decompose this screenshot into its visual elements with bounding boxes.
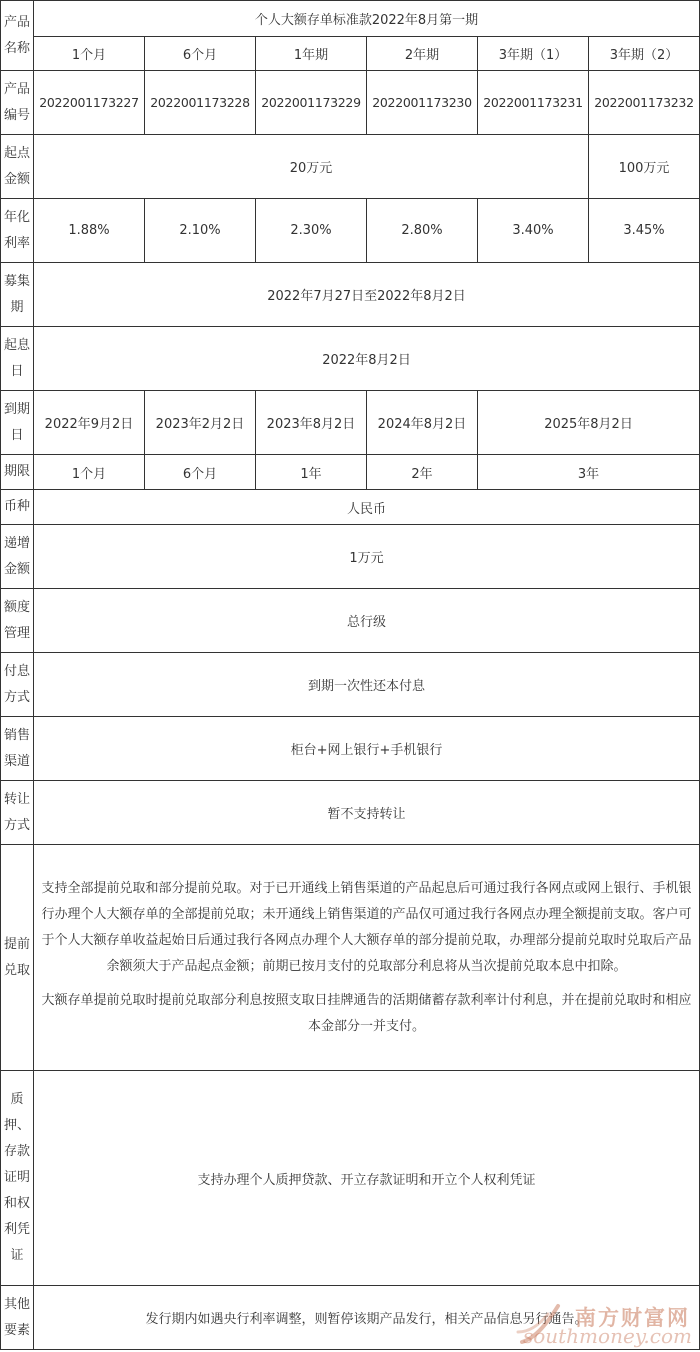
row-name-title	[1, 1, 700, 37]
product-code: 2022001173228	[145, 71, 256, 135]
product-name: 6个月	[145, 37, 256, 71]
label-transfer: 转让方式	[1, 781, 34, 845]
label-name: 产品名称	[1, 1, 34, 71]
row-transfer	[1, 781, 700, 845]
channel-value: 柜台+网上银行+手机银行	[34, 717, 700, 781]
maturity-date: 2022年9月2日	[34, 391, 145, 455]
label-quota: 额度管理	[1, 589, 34, 653]
min-amount-standard: 20万元	[34, 135, 589, 199]
label-min-amount: 起点金额	[1, 135, 34, 199]
early-withdrawal-paragraph: 大额存单提前兑取时提前兑取部分利息按照支取日挂牌通告的活期储蓄存款利率计付利息，并在提前兑取时和相应本金部分一并支付。	[41, 992, 692, 1034]
row-other	[1, 1286, 700, 1350]
label-channel: 销售渠道	[1, 717, 34, 781]
rate-value: 2.80%	[367, 199, 478, 263]
early-withdrawal-text	[34, 845, 700, 1071]
row-names	[1, 37, 700, 71]
product-code: 2022001173230	[367, 71, 478, 135]
label-currency: 币种	[1, 490, 34, 525]
term-value: 1个月	[34, 455, 145, 490]
term-value: 6个月	[145, 455, 256, 490]
product-name: 3年期（2）	[589, 37, 700, 71]
rate-value: 2.10%	[145, 199, 256, 263]
row-raise-period	[1, 263, 700, 327]
transfer-value: 暂不支持转让	[34, 781, 700, 845]
rate-value: 3.40%	[478, 199, 589, 263]
quota-value: 总行级	[34, 589, 700, 653]
label-early-withdrawal: 提前兑取	[1, 845, 34, 1071]
row-quota	[1, 589, 700, 653]
raise-period-value: 2022年7月27日至2022年8月2日	[34, 263, 700, 327]
early-withdrawal-paragraph: 支持全部提前兑取和部分提前兑取。对于已开通线上销售渠道的产品起息后可通过我行各网点或网上银行、手机银行办理个人大额存单的全部提前兑取；未开通线上销售渠道的产品仅可通过我行各网点办理全额提前支取。客户可于个人大额存单收益起始日后通过我行各网点办理个人大额存单的部分提前兑取，办理部分提前兑取时兑取后产品余额须大于产品起点金额；前期已按月支付的兑取部分利息将从当次提前兑取本息中扣除。	[41, 880, 692, 974]
maturity-date: 2025年8月2日	[478, 391, 700, 455]
row-pledge	[1, 1071, 700, 1286]
interest-payment-value: 到期一次性还本付息	[34, 653, 700, 717]
row-early-withdrawal	[1, 845, 700, 1071]
row-code	[1, 71, 700, 135]
table-title: 个人大额存单标准款2022年8月第一期	[34, 1, 700, 37]
row-value-date	[1, 327, 700, 391]
maturity-date: 2023年2月2日	[145, 391, 256, 455]
label-value-date: 起息日	[1, 327, 34, 391]
product-code: 2022001173227	[34, 71, 145, 135]
product-name: 3年期（1）	[478, 37, 589, 71]
maturity-date: 2024年8月2日	[367, 391, 478, 455]
product-name: 1年期	[256, 37, 367, 71]
label-raise-period: 募集期	[1, 263, 34, 327]
min-amount-high: 100万元	[589, 135, 700, 199]
watermark-cn: 南方财富网	[575, 1305, 690, 1330]
term-value: 3年	[478, 455, 700, 490]
pledge-value: 支持办理个人质押贷款、开立存款证明和开立个人权利凭证	[34, 1071, 700, 1286]
increment-value: 1万元	[34, 525, 700, 589]
row-interest-payment	[1, 653, 700, 717]
row-term	[1, 455, 700, 490]
rate-value: 2.30%	[256, 199, 367, 263]
product-name: 2年期	[367, 37, 478, 71]
term-value: 1年	[256, 455, 367, 490]
product-code: 2022001173229	[256, 71, 367, 135]
product-code: 2022001173232	[589, 71, 700, 135]
row-increment	[1, 525, 700, 589]
label-code: 产品编号	[1, 71, 34, 135]
label-maturity-date: 到期日	[1, 391, 34, 455]
label-increment: 递增金额	[1, 525, 34, 589]
row-channel	[1, 717, 700, 781]
watermark-en: southmoney.com	[522, 1324, 692, 1348]
term-value: 2年	[367, 455, 478, 490]
product-name: 1个月	[34, 37, 145, 71]
label-rate: 年化利率	[1, 199, 34, 263]
rate-value: 1.88%	[34, 199, 145, 263]
row-min-amount	[1, 135, 700, 199]
maturity-date: 2023年8月2日	[256, 391, 367, 455]
label-term: 期限	[1, 455, 34, 490]
product-code: 2022001173231	[478, 71, 589, 135]
label-interest-payment: 付息方式	[1, 653, 34, 717]
row-maturity-date	[1, 391, 700, 455]
label-pledge: 质押、存款证明和权利凭证	[1, 1071, 34, 1286]
value-date-value: 2022年8月2日	[34, 327, 700, 391]
row-rate	[1, 199, 700, 263]
row-currency	[1, 490, 700, 525]
rate-value: 3.45%	[589, 199, 700, 263]
label-other: 其他要素	[1, 1286, 34, 1350]
currency-value: 人民币	[34, 490, 700, 525]
other-value: 发行期内如遇央行利率调整，则暂停该期产品发行，相关产品信息另行通告。	[34, 1286, 700, 1350]
